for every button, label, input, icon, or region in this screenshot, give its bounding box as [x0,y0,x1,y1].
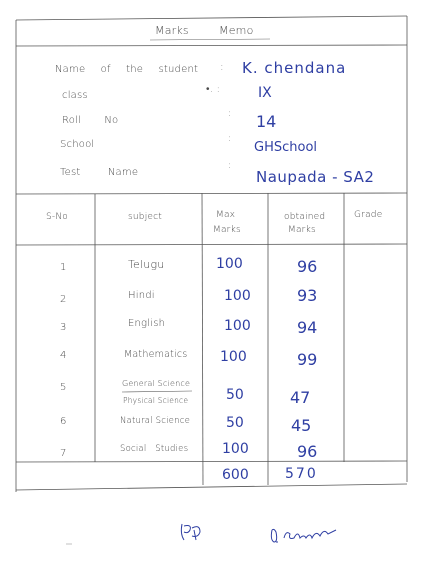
row3-sno: 3 [60,322,67,333]
test-label: Test Name [60,167,139,178]
header-sno: S-No [46,212,68,222]
class-colon: •. : [206,84,221,95]
row7-sno: 7 [60,448,67,459]
header-obtained-1: obtained [284,212,326,222]
roll-colon: : [228,108,232,119]
school-colon: : [228,133,232,144]
total-max: 600 [222,467,249,483]
row2-max: 100 [224,288,251,304]
row7-max: 100 [222,441,249,457]
test-value: Naupada - SA2 [256,168,375,186]
row7-subject: Social Studies [120,444,189,454]
total-obtained: 570 [285,466,318,482]
row1-max: 100 [216,256,243,272]
header-grade: Grade [354,210,383,220]
row2-sno: 2 [60,294,67,305]
header-obtained-2: Marks [288,225,316,235]
class-label: class [62,90,88,101]
roll-value: 14 [256,112,277,131]
initials-signature [178,520,208,544]
row5-sno: 5 [60,382,67,393]
row2-subject: Hindi [128,290,155,301]
row6-max: 50 [226,415,244,431]
title-memo: Memo [219,24,254,37]
name-label: Name of the student [55,64,199,75]
row5-max: 50 [226,387,244,403]
header-subject: subject [128,212,163,222]
test-colon: : [228,160,232,171]
row4-sno: 4 [60,350,67,361]
row5-obtained: 47 [290,388,311,407]
school-label: School [60,139,95,150]
row1-subject: Telugu [128,258,165,271]
name-value: K. chendana [242,59,347,77]
row1-sno: 1 [60,262,67,273]
row1-obtained: 96 [297,257,318,276]
row4-max: 100 [220,349,247,365]
row4-subject: Mathematics [124,349,188,360]
school-value: GHSchool [254,140,318,155]
teacher-signature [268,524,340,546]
title-marks: Marks [155,24,189,37]
row5-subject-line1: General Science [122,379,191,388]
name-colon: : [220,60,224,73]
header-max-1: Max [216,210,236,220]
row2-obtained: 93 [297,286,318,305]
row6-sno: 6 [60,416,67,427]
row7-obtained: 96 [297,442,318,461]
class-value: IX [258,85,272,101]
row3-obtained: 94 [297,318,318,337]
roll-label: Roll No [62,115,119,126]
row4-obtained: 99 [297,350,318,369]
row5-subject-line2: Physical Science [123,396,189,405]
row6-subject: Natural Science [120,416,191,426]
row3-max: 100 [224,318,251,334]
row6-obtained: 45 [291,416,312,435]
row3-subject: English [128,318,166,329]
header-max-2: Marks [213,225,241,235]
